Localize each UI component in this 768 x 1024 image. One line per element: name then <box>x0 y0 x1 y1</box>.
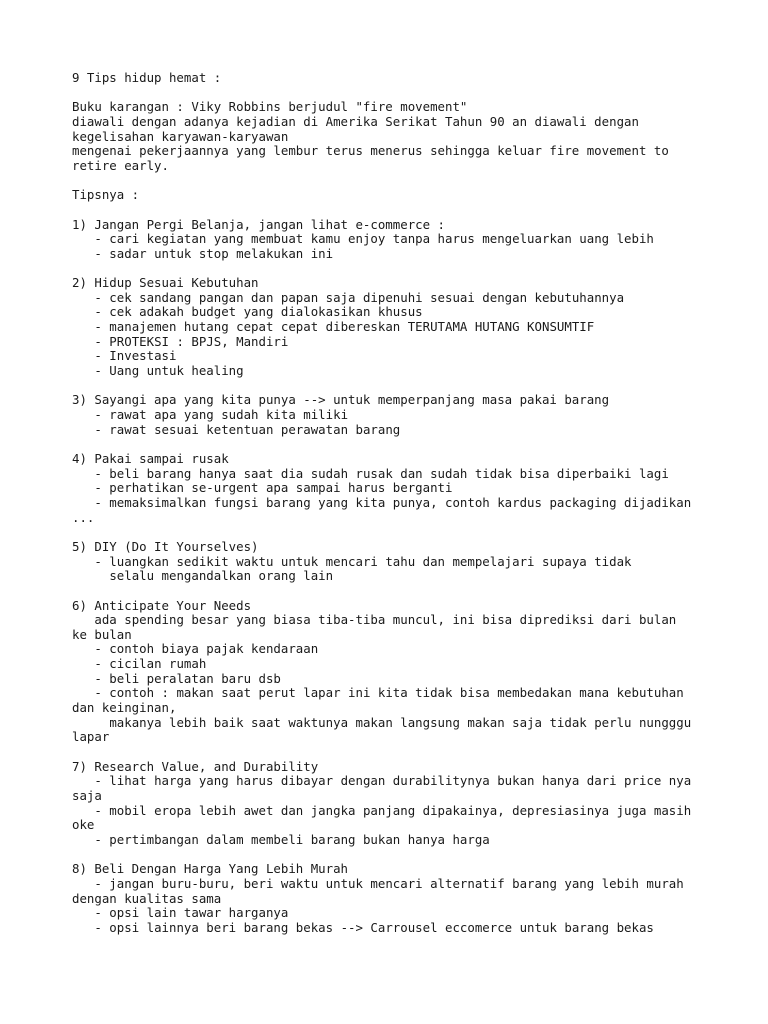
document-line: ada spending besar yang biasa tiba-tiba muncul, ini bisa diprediksi dari bulan <box>72 612 677 628</box>
document-line: - perhatikan se-urgent apa sampai harus berganti <box>72 480 453 496</box>
document-line: - rawat apa yang sudah kita miliki <box>72 407 349 423</box>
document-line: 3) Sayangi apa yang kita punya --> untuk memperpanjang masa pakai barang <box>72 392 610 408</box>
document-line: lapar <box>72 729 110 745</box>
document-line: - cek adakah budget yang dialokasikan khusus <box>72 304 423 320</box>
document-line: saja <box>72 788 102 804</box>
document-line: - cek sandang pangan dan papan saja dipenuhi sesuai dengan kebutuhannya <box>72 289 625 305</box>
document-line: 9 Tips hidup hemat : <box>72 70 222 85</box>
document-line: oke <box>72 817 95 833</box>
document-line <box>72 174 732 189</box>
document-line: - PROTEKSI : BPJS, Mandiri <box>72 333 289 349</box>
document-line <box>72 203 732 218</box>
document-line: - opsi lainnya beri barang bekas --> Carrousel eccomerce untuk barang bekas <box>72 919 654 935</box>
document-line <box>72 745 732 760</box>
document-line <box>72 525 732 540</box>
document-line <box>72 584 732 599</box>
document-line: - sadar untuk stop melakukan ini <box>72 245 334 261</box>
document-line: diawali dengan adanya kejadian di Amerika Serikat Tahun 90 an diawali dengan <box>72 113 639 129</box>
document-line: ... <box>72 509 95 525</box>
document-line: - memaksimalkan fungsi barang yang kita punya, contoh kardus packaging dijadikan <box>72 494 692 510</box>
document-line: 4) Pakai sampai rusak <box>72 450 229 466</box>
document-line: - pertimbangan dalam membeli barang bukan hanya harga <box>72 831 490 847</box>
document-body <box>72 71 732 936</box>
document-line: - cicilan rumah <box>72 656 207 672</box>
document-line: - contoh biaya pajak kendaraan <box>72 641 319 657</box>
document-line: - manajemen hutang cepat cepat dibereskan TERUTAMA HUTANG KONSUMTIF <box>72 319 595 335</box>
document-line: kegelisahan karyawan-karyawan <box>72 128 289 144</box>
document-line: - Investasi <box>72 348 177 364</box>
document-line: retire early. <box>72 157 169 173</box>
document-line: - beli peralatan baru dsb <box>72 670 281 686</box>
document-line <box>72 261 732 276</box>
document-line: 6) Anticipate Your Needs <box>72 597 252 613</box>
document-line: - cari kegiatan yang membuat kamu enjoy tanpa harus mengeluarkan uang lebih <box>72 231 654 247</box>
document-line: Tipsnya : <box>72 187 140 203</box>
document-line: dan keinginan, <box>72 700 177 716</box>
document-line: - contoh : makan saat perut lapar ini kita tidak bisa membedakan mana kebutuhan <box>72 685 684 701</box>
document-line <box>72 848 732 863</box>
document-line: 8) Beli Dengan Harga Yang Lebih Murah <box>72 861 349 877</box>
document-line: - rawat sesuai ketentuan perawatan barang <box>72 421 401 437</box>
document-line: ke bulan <box>72 626 132 642</box>
document-line: dengan kualitas sama <box>72 890 222 906</box>
document-line: mengenai pekerjaannya yang lembur terus menerus sehingga keluar fire movement to <box>72 143 669 159</box>
document-line: - mobil eropa lebih awet dan jangka panjang dipakainya, depresiasinya juga masih <box>72 802 692 818</box>
document-line: - jangan buru-buru, beri waktu untuk mencari alternatif barang yang lebih murah <box>72 875 684 891</box>
document-line: 7) Research Value, and Durability <box>72 758 319 774</box>
document-line: 2) Hidup Sesuai Kebutuhan <box>72 275 259 291</box>
document-line <box>72 86 732 101</box>
document-line: - beli barang hanya saat dia sudah rusak dan sudah tidak bisa diperbaiki lagi <box>72 465 669 481</box>
document-line: - Uang untuk healing <box>72 363 244 379</box>
document-line: 1) Jangan Pergi Belanja, jangan lihat e-commerce : <box>72 216 445 232</box>
document-line: 5) DIY (Do It Yourselves) <box>72 538 259 554</box>
document-line: - opsi lain tawar harganya <box>72 905 289 921</box>
document-line: makanya lebih baik saat waktunya makan langsung makan saja tidak perlu nungggu <box>72 714 692 730</box>
document-line: - luangkan sedikit waktu untuk mencari tahu dan mempelajari supaya tidak <box>72 553 632 569</box>
document-line: Buku karangan : Viky Robbins berjudul "fire movement" <box>72 99 468 115</box>
document-line: selalu mengandalkan orang lain <box>72 568 334 584</box>
document-line: - lihat harga yang harus dibayar dengan durabilitynya bukan hanya dari price nya <box>72 773 692 789</box>
document-line <box>72 437 732 452</box>
document-line <box>72 379 732 394</box>
